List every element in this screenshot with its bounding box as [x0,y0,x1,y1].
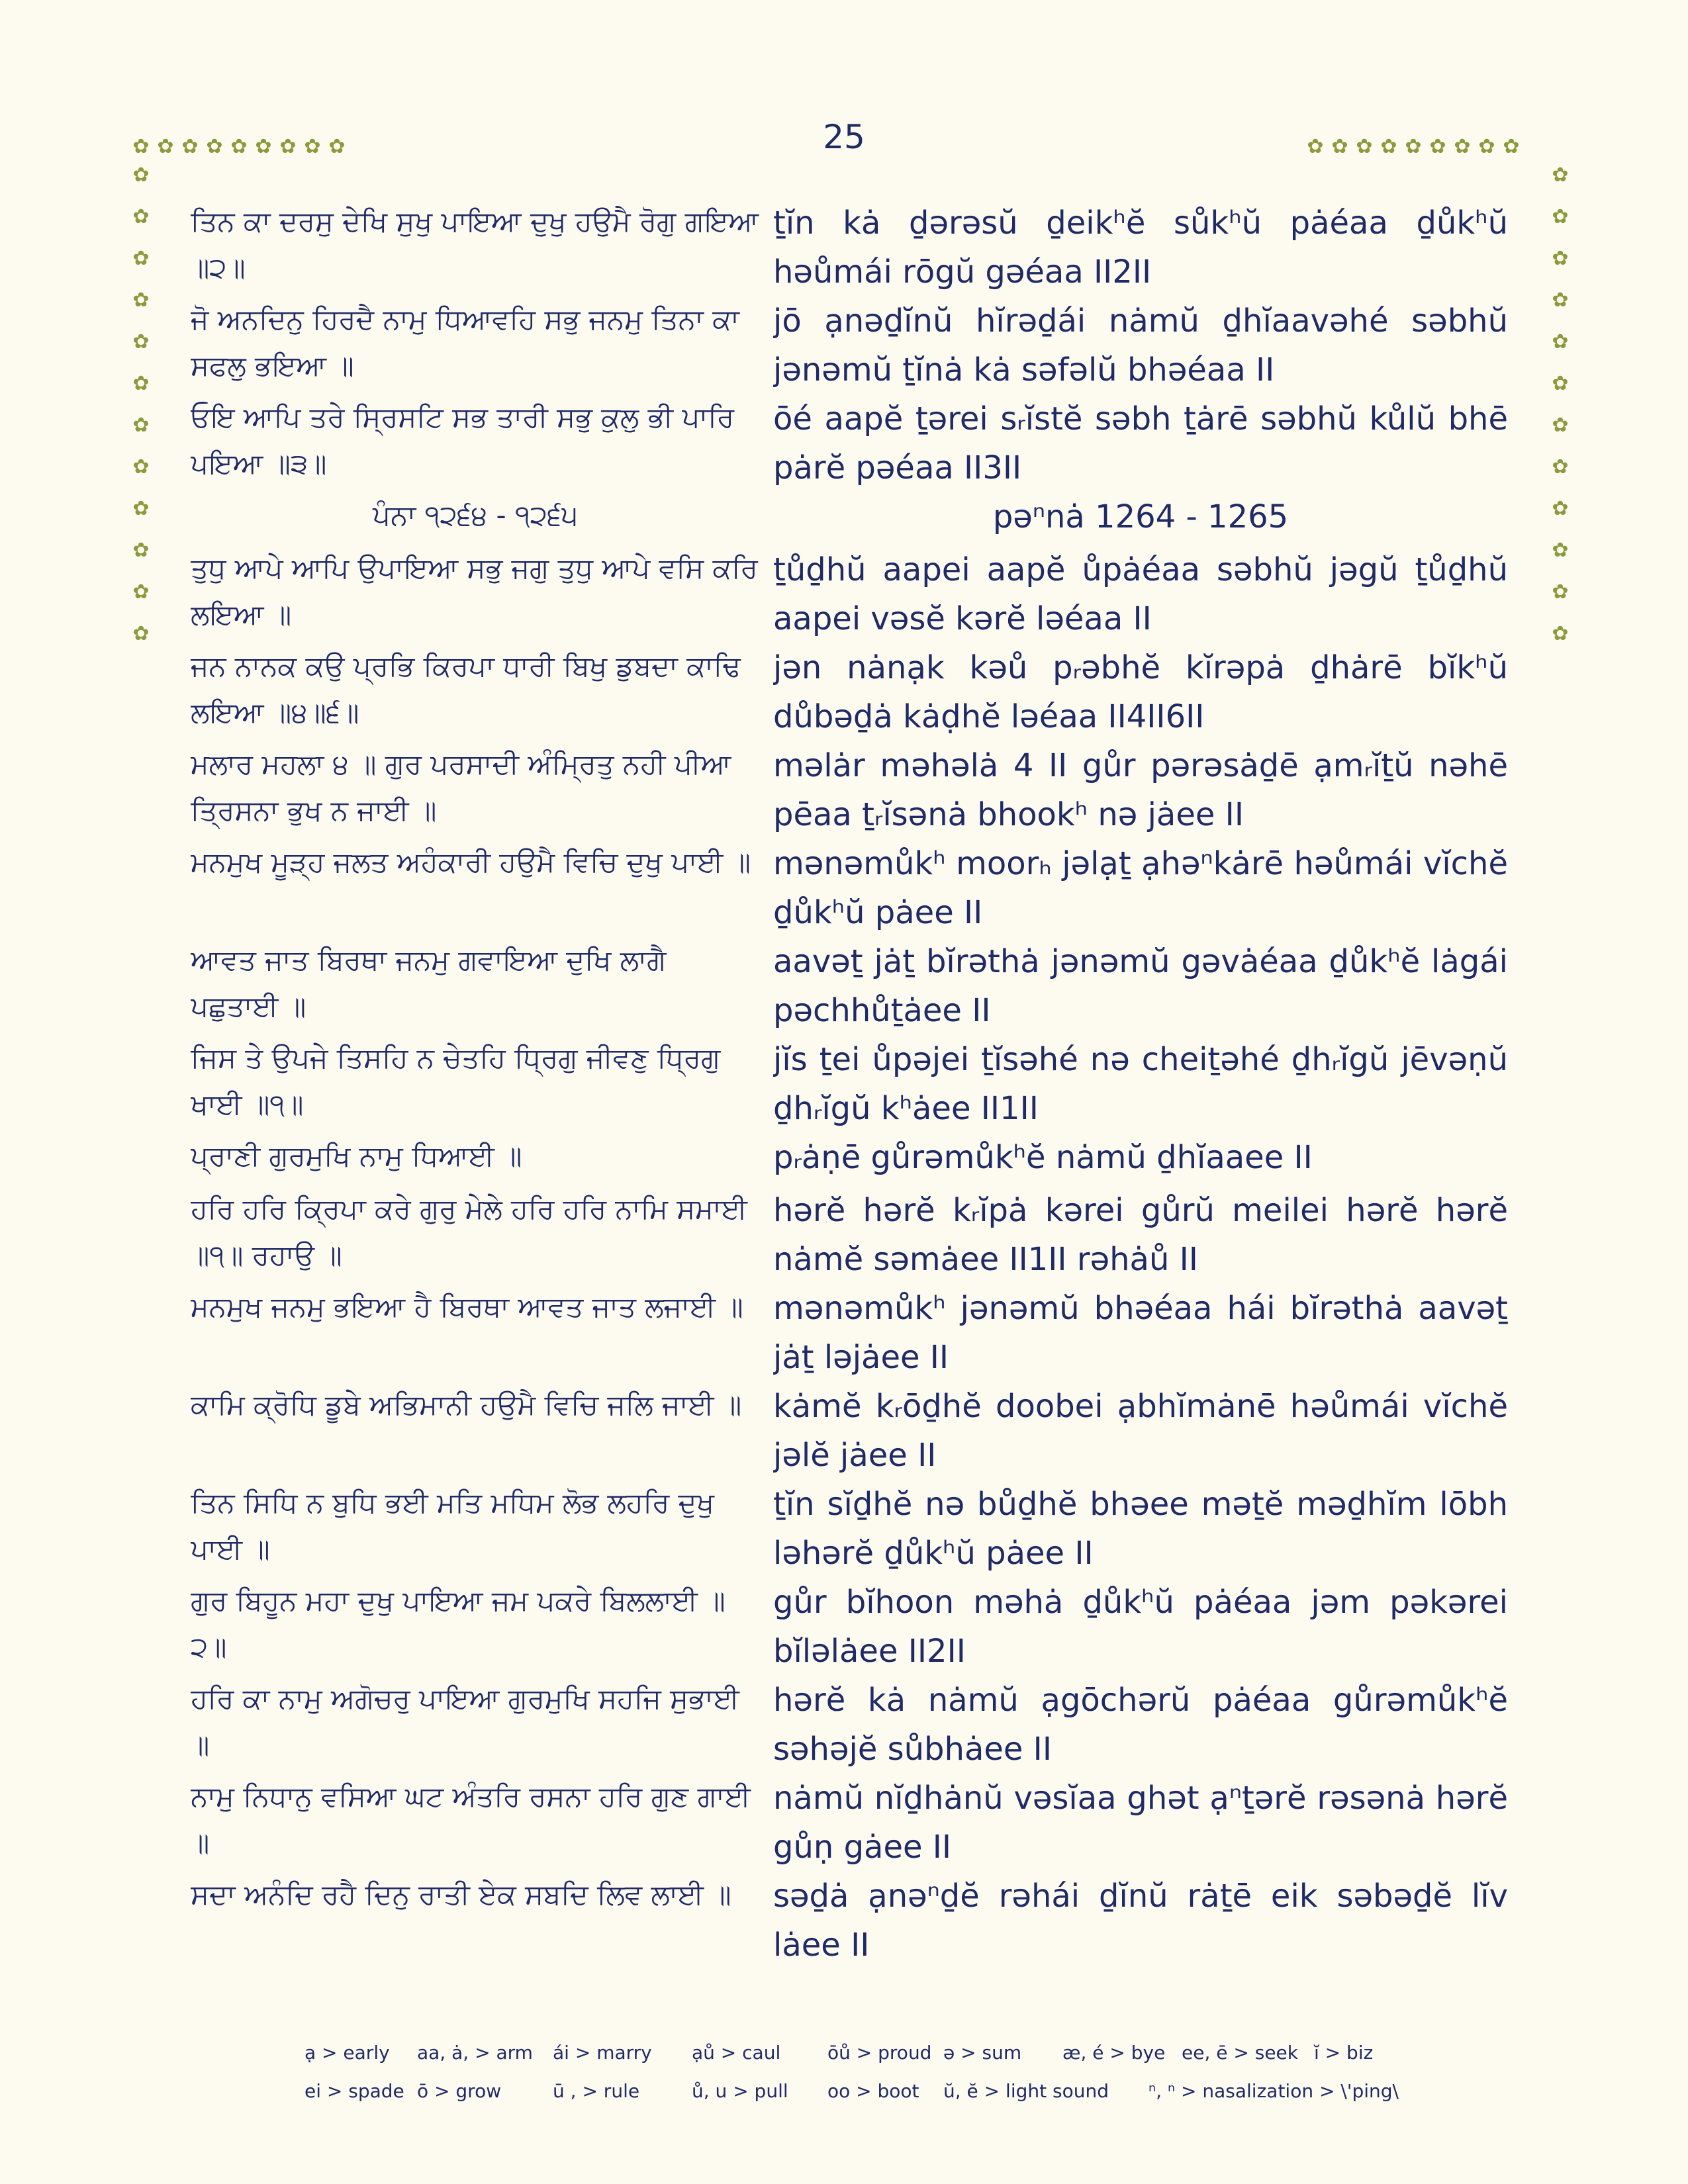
flower-ornament-icon: ✿ [1429,135,1446,158]
verse-row [191,1872,1515,1970]
transliteration-text: mənəmůkʰ jənəmŭ bhəéaa hái bĭrəthȧ aavəṯ jȧṯ ləjȧee II [773,1290,1508,1376]
transliteration-text: ōé aapĕ ṯərei sᵣĭstĕ səbh ṯȧrē səbhŭ kůlŭ bhē pȧrĕ pəéaa II3II [773,400,1508,486]
flower-ornament-icon: ✿ [132,497,150,520]
gurmukhi-text: ਤਿਨ ਕਾ ਦਰਸੁ ਦੇਖਿ ਸੁਖੁ ਪਾਇਆ ਦੁਖੁ ਹਉਮੈ ਰੋਗੁ ਗਇਆ ॥੨॥ [191,205,759,284]
flower-ornament-icon: ✿ [132,539,150,562]
flower-ornament-icon: ✿ [1552,539,1569,562]
flower-ornament-icon: ✿ [1478,135,1495,158]
flower-ornament-icon: ✿ [1552,622,1569,645]
transliteration-text: ṯĭn kȧ ḏərəsŭ ḏeikʰĕ sůkʰŭ pȧéaa ḏůkʰŭ həůmái rōgŭ gəéaa II2II [773,205,1508,291]
legend-item: ⁿ, ⁿ > nasalization > \'ping\ [1149,2080,1399,2102]
flower-ornament-icon: ✿ [132,205,150,228]
flower-ornament-icon: ✿ [1552,497,1569,520]
page-range-heading [191,492,1515,545]
verse-row [191,1186,1515,1284]
gurmukhi-text: ਸਦਾ ਅਨੰਦਿ ਰਹੈ ਦਿਨੁ ਰਾਤੀ ਏਕ ਸਬਦਿ ਲਿਵ ਲਾਈ ॥ [191,1878,731,1911]
flower-ornament-icon: ✿ [1552,163,1569,187]
transliteration-text: aavəṯ jȧṯ bĭrəthȧ jənəmŭ gəvȧéaa ḏůkʰĕ lȧgái pəchhůṯȧee II [773,943,1508,1029]
verse-row [191,1480,1515,1578]
gurmukhi-text: ਓਇ ਆਪਿ ਤਰੇ ਸ੍ਰਿਸਟਿ ਸਭ ਤਾਰੀ ਸਭੁ ਕੁਲੁ ਭੀ ਪਾਰਿ ਪਇਆ ॥੩॥ [191,401,735,480]
legend-item: ů, u > pull [692,2080,788,2102]
legend-item: ái > marry [553,2042,652,2064]
transliteration-text: gůr bĭhoon məhȧ ḏůkʰŭ pȧéaa jəm pəkərei bĭləlȧee II2II [773,1584,1508,1670]
transliteration-text: məlȧr məhəlȧ 4 II gůr pərəsȧḏē ạmᵣĭṯŭ nəhē pēaa ṯᵣĭsənȧ bhookʰ nə jȧee II [773,747,1508,833]
verse-row [191,1578,1515,1676]
gurmukhi-text: ਜੋ ਅਨਦਿਨੁ ਹਿਰਦੈ ਨਾਮੁ ਧਿਆਵਹਿ ਸਭੁ ਜਨਮੁ ਤਿਨਾ ਕਾ ਸਫਲੁ ਭਇਆ ॥ [191,303,739,382]
legend-item: ō > grow [417,2080,502,2102]
flower-ornament-icon: ✿ [132,289,150,312]
flower-ornament-icon: ✿ [181,135,199,158]
gurmukhi-text: ਨਾਮੁ ਨਿਧਾਨੁ ਵਸਿਆ ਘਟ ਅੰਤਰਿ ਰਸਨਾ ਹਰਿ ਗੁਣ ਗਾਈ ॥ [191,1780,751,1859]
flower-ornament-icon: ✿ [1307,135,1324,158]
gurmukhi-heading: ਪੰਨਾ ੧੨੬੪ - ੧੨੬੫ [372,499,579,531]
verse-row [191,296,1515,394]
flower-ornament-icon: ✿ [1552,247,1569,270]
flower-ornament-icon: ✿ [206,135,223,158]
flower-ornament-icon: ✿ [1552,330,1569,353]
gurmukhi-text: ਆਵਤ ਜਾਤ ਬਿਰਥਾ ਜਨਮੁ ਗਵਾਇਆ ਦੁਖਿ ਲਾਗੈ ਪਛੁਤਾਈ ॥ [191,944,667,1023]
flower-ornament-icon: ✿ [304,135,321,158]
verse-row [191,199,1515,296]
flower-ornament-icon: ✿ [230,135,248,158]
transliteration-text: pᵣȧṇē gůrəmůkʰĕ nȧmŭ ḏhĭaaee II [773,1139,1313,1176]
flower-ornament-icon: ✿ [132,455,150,478]
flower-ornament-icon: ✿ [132,372,150,395]
flower-ornament-icon: ✿ [1552,205,1569,228]
verse-row [191,1284,1515,1382]
flower-ornament-icon: ✿ [132,135,150,158]
gurmukhi-text: ਕਾਮਿ ਕ੍ਰੋਧਿ ਡੂਬੇ ਅਭਿਮਾਨੀ ਹਉਮੈ ਵਿਚਿ ਜਲਿ ਜਾਈ ॥ [191,1388,742,1421]
gurmukhi-text: ਮਨਮੁਖ ਜਨਮੁ ਭਇਆ ਹੈ ਬਿਰਥਾ ਆਵਤ ਜਾਤ ਲਜਾਈ ॥ [191,1291,743,1323]
verse-row [191,545,1515,643]
legend-item: ĭ > biz [1314,2042,1374,2064]
transliteration-heading: pəⁿnȧ 1264 - 1265 [992,498,1289,535]
transliteration-text: nȧmŭ nĭḏhȧnŭ vəsĭaa ghət ạⁿṯərĕ rəsənȧ hərĕ gůṇ gȧee II [773,1780,1508,1866]
legend-item: ə > sum [943,2042,1022,2064]
gurmukhi-text: ਪ੍ਰਾਣੀ ਗੁਰਮੁਖਿ ਨਾਮੁ ਧਿਆਈ ॥ [191,1140,522,1172]
verse-row [191,1676,1515,1774]
transliteration-text: kȧmĕ kᵣōḏhĕ doobei ạbhĭmȧnē həůmái vĭchĕ jəlĕ jȧee II [773,1388,1508,1474]
flower-ornament-icon: ✿ [132,414,150,437]
flower-ornament-icon: ✿ [1356,135,1373,158]
flower-ornament-icon: ✿ [328,135,346,158]
flower-ornament-icon: ✿ [1552,455,1569,478]
gurmukhi-text: ਗੁਰ ਬਿਹੂਨ ਮਹਾ ਦੁਖੁ ਪਾਇਆ ਜਮ ਪਕਰੇ ਬਿਲਲਾਈ ॥੨॥ [191,1584,726,1663]
verse-row [191,643,1515,741]
gurmukhi-text: ਜਨ ਨਾਨਕ ਕਉ ਪ੍ਰਭਿ ਕਿਰਪਾ ਧਾਰੀ ਬਿਖੁ ਡੁਬਦਾ ਕਾਢਿ ਲਇਆ ॥੪॥੬॥ [191,650,741,729]
transliteration-text: jō ạnəḏĭnŭ hĭrəḏái nȧmŭ ḏhĭaavəhé səbhŭ jənəmŭ ṯĭnȧ kȧ səfəlŭ bhəéaa II [773,302,1508,388]
transliteration-text: mənəmůkʰ moorₕ jəlạṯ ạhəⁿkȧrē həůmái vĭchĕ ḏůkʰŭ pȧee II [773,845,1508,931]
legend-item: ōů > proud [827,2042,932,2064]
flower-ornament-icon: ✿ [1552,414,1569,437]
verse-row [191,937,1515,1035]
flower-ornament-icon: ✿ [1503,135,1520,158]
verse-row [191,839,1515,937]
legend-item: ạů > caul [692,2042,781,2064]
flower-ornament-icon: ✿ [1552,580,1569,604]
transliteration-text: ṯůḏhŭ aapei aapĕ ůpȧéaa səbhŭ jəgŭ ṯůḏhŭ aapei vəsĕ kərĕ ləéaa II [773,551,1508,637]
transliteration-text: jən nȧnạk kəů pᵣəbhĕ kĭrəpȧ ḏhȧrē bĭkʰŭ důbəḏȧ kȧḍhĕ ləéaa II4II6II [773,649,1508,735]
flower-ornament-icon: ✿ [132,622,150,645]
flower-ornament-icon: ✿ [132,330,150,353]
flower-ornament-icon: ✿ [279,135,297,158]
flower-ornament-icon: ✿ [1405,135,1422,158]
scripture-content [191,199,1515,1970]
legend-item: ŭ, ĕ > light sound [943,2080,1109,2102]
verse-row [191,1382,1515,1480]
flower-ornament-icon: ✿ [1454,135,1471,158]
flower-ornament-icon: ✿ [1380,135,1397,158]
verse-row [191,394,1515,492]
verse-row [191,1035,1515,1133]
transliteration-text: səḏȧ ạnəⁿḏĕ rəhái ḏĭnŭ rȧṯē eik səbəḏĕ lĭv lȧee II [773,1878,1508,1964]
gurmukhi-text: ਜਿਸ ਤੇ ਉਪਜੇ ਤਿਸਹਿ ਨ ਚੇਤਹਿ ਧ੍ਰਿਗੁ ਜੀਵਣੁ ਧ੍ਰਿਗੁ ਖਾਈ ॥੧॥ [191,1042,721,1120]
flower-ornament-icon: ✿ [255,135,272,158]
transliteration-text: ṯĭn sĭḏhĕ nə bůḏhĕ bhəee məṯĕ məḏhĭm lōbh ləhərĕ ḏůkʰŭ pȧee II [773,1486,1508,1572]
gurmukhi-text: ਹਰਿ ਕਾ ਨਾਮੁ ਅਗੋਚਰੁ ਪਾਇਆ ਗੁਰਮੁਖਿ ਸਹਜਿ ਸੁਭਾਈ ॥ [191,1682,739,1761]
legend-item: aa, ȧ, > arm [417,2042,533,2064]
legend-row [305,2042,1496,2080]
flower-ornament-icon: ✿ [132,247,150,270]
legend-item: æ, é > bye [1062,2042,1166,2064]
transliteration-text: jĭs ṯei ůpəjei ṯĭsəhé nə cheiṯəhé ḏhᵣĭgŭ jēvəṇŭ ḏhᵣĭgŭ kʰȧee II1II [773,1041,1508,1127]
gurmukhi-text: ਮਨਮੁਖ ਮੂੜ੍ਹ ਜਲਤ ਅਹੰਕਾਰੀ ਹਉਮੈ ਵਿਚਿ ਦੁਖੁ ਪਾਈ ॥ [191,846,751,878]
flower-ornament-icon: ✿ [1331,135,1348,158]
page-number: 25 [823,118,865,156]
legend-item: ū , > rule [553,2080,640,2102]
flower-ornament-icon: ✿ [1552,372,1569,395]
verse-row [191,741,1515,839]
transliteration-text: hərĕ hərĕ kᵣĭpȧ kərei gůrŭ meilei hərĕ hərĕ nȧmĕ səmȧee II1II rəhȧů II [773,1192,1508,1278]
gurmukhi-text: ਤਿਨ ਸਿਧਿ ਨ ਬੁਧਿ ਭਈ ਮਤਿ ਮਧਿਮ ਲੋਭ ਲਹਰਿ ਦੁਖੁ ਪਾਈ ॥ [191,1486,715,1565]
legend-item: oo > boot [827,2080,919,2102]
flower-ornament-icon: ✿ [132,163,150,187]
verse-row [191,1133,1515,1186]
legend-row [305,2080,1496,2118]
legend-item: ee, ē > seek [1182,2042,1298,2064]
transliteration-text: hərĕ kȧ nȧmŭ ạgōchərŭ pȧéaa gůrəmůkʰĕ səhəjĕ sůbhȧee II [773,1682,1508,1768]
legend-item: ei > spade [305,2080,404,2102]
flower-ornament-icon: ✿ [132,580,150,604]
flower-ornament-icon: ✿ [1552,289,1569,312]
gurmukhi-text: ਮਲਾਰ ਮਹਲਾ ੪ ॥ ਗੁਰ ਪਰਸਾਦੀ ਅੰਮ੍ਰਿਤੁ ਨਹੀ ਪੀਆ ਤ੍ਰਿਸਨਾ ਭੁਖ ਨ ਜਾਈ ॥ [191,748,731,827]
legend-item: ạ > early [305,2042,390,2064]
flower-ornament-icon: ✿ [157,135,174,158]
gurmukhi-text: ਤੁਧੁ ਆਪੇ ਆਪਿ ਉਪਾਇਆ ਸਭੁ ਜਗੁ ਤੁਧੁ ਆਪੇ ਵਸਿ ਕਰਿ ਲਇਆ ॥ [191,552,758,631]
verse-row [191,1774,1515,1872]
gurmukhi-text: ਹਰਿ ਹਰਿ ਕ੍ਰਿਪਾ ਕਰੇ ਗੁਰੁ ਮੇਲੇ ਹਰਿ ਹਰਿ ਨਾਮਿ ਸਮਾਈ ॥੧॥ ਰਹਾਉ ॥ [191,1193,747,1271]
pronunciation-legend [305,2042,1496,2118]
